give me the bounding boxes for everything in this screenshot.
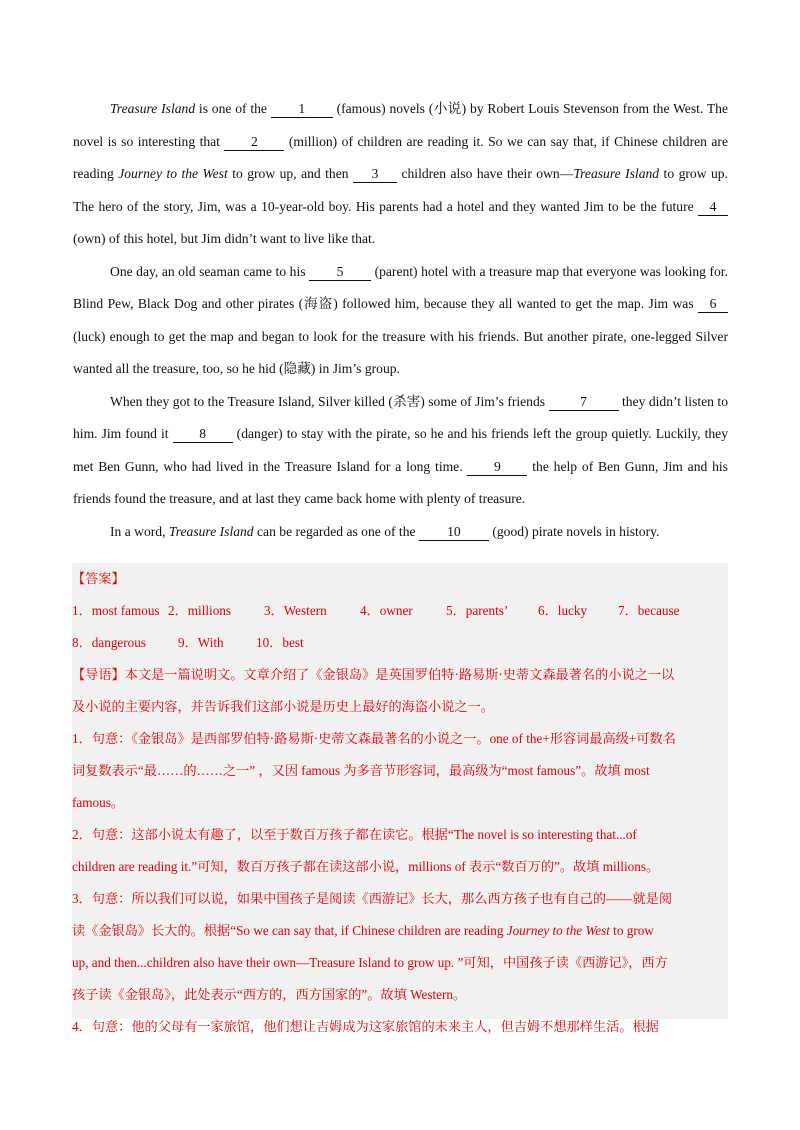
- answer-row-2: [72, 627, 728, 659]
- blank-7[interactable]: 7: [549, 394, 619, 411]
- book-title: Treasure Island: [573, 166, 660, 181]
- text: can be regarded as one of the: [253, 523, 419, 539]
- explanation-4: 4．句意：他的父母有一家旅馆，他们想让吉姆成为这家旅馆的未来主人，但吉姆不想那样生活。根据: [72, 1019, 659, 1034]
- text: they didn’t listen to him. Jim found it: [73, 393, 729, 441]
- text: (good) pirate novels in history.: [488, 523, 660, 539]
- answer-2: 2．millions: [168, 603, 232, 618]
- answer-section: [72, 563, 728, 1034]
- explanation-2: 2．句意：这部小说太有趣了，以至于数百万孩子都在读它。根据“The novel is so interesting that...of: [72, 827, 637, 842]
- answer-9: 9．With: [178, 635, 224, 650]
- explanation-3: 孩子读《金银岛》，此处表示“西方的，西方国家的”。故填 Western。: [72, 987, 467, 1002]
- text: (famous) novels (小说) by Robert Louis Stevenson from the West. The novel is so interesting that: [73, 101, 728, 149]
- blank-10[interactable]: 10: [419, 524, 489, 541]
- text: children also have their own—: [397, 166, 574, 181]
- guide-text: 【导语】本文是一篇说明文。文章介绍了《金银岛》是英国罗伯特·路易斯·史蒂文森最著名的小说之一以: [72, 667, 675, 682]
- explanation-3: up, and then...children also have their own—Treasure Island to grow up. ”可知，中国孩子读《西游记》，西方: [72, 955, 668, 970]
- text: (parent) hotel with a treasure map that everyone was looking for. Blind Pew, Black Dog and other pirates (海盗) followed him, because they all wanted to get the map. Jim was: [73, 263, 728, 311]
- text: (luck) enough to get the map and began to look for the treasure with his friends. But another pirate, one-legged Silver wanted all the treasure, too, so he hid (隐藏) in Jim’s group.: [73, 328, 728, 376]
- answer-5: 5．parents’: [446, 603, 509, 618]
- explanation-3: [72, 915, 728, 947]
- explanation-1: famous。: [72, 795, 125, 810]
- explanation-2: children are reading it.”可知，数百万孩子都在读这部小说，millions of 表示“数百万的”。故填 millions。: [72, 859, 660, 874]
- explanation-3: 3．句意：所以我们可以说，如果中国孩子是阅读《西游记》长大，那么西方孩子也有自己的——就是阅: [72, 891, 673, 906]
- explanation-1: 1．句意：《金银岛》是西部罗伯特·路易斯·史蒂文森最著名的小说之一。one of the+形容词最高级+可数名: [72, 731, 676, 746]
- explanation-1: 词复数表示“最……的……之一” ，又因 famous 为多音节形容词，最高级为“most famous”。故填 most: [72, 763, 650, 778]
- guide-text: 及小说的主要内容，并告诉我们这部小说是历史上最好的海盗小说之一。: [72, 699, 494, 714]
- answer-3: 3．Western: [264, 603, 327, 618]
- blank-8[interactable]: 8: [173, 426, 233, 443]
- blank-5[interactable]: 5: [309, 264, 371, 281]
- answer-header: 【答案】: [72, 571, 125, 586]
- book-title: Treasure Island: [168, 523, 254, 539]
- paragraph-3: [73, 386, 728, 516]
- blank-3[interactable]: 3: [353, 166, 397, 183]
- passage: [73, 93, 728, 548]
- text: One day, an old seaman came to his: [110, 263, 310, 279]
- text: to grow: [609, 923, 654, 938]
- blank-9[interactable]: 9: [467, 459, 527, 476]
- blank-2[interactable]: 2: [224, 134, 284, 151]
- blank-1[interactable]: 1: [271, 101, 333, 118]
- answer-4: 4．owner: [360, 603, 413, 618]
- blank-4[interactable]: 4: [698, 199, 728, 216]
- answer-row-1: [72, 595, 728, 627]
- answer-10: 10．best: [256, 635, 304, 650]
- answer-content: [72, 563, 728, 1043]
- text: (danger) to stay with the pirate, so he and his friends left the group quietly. Luckily, they met Ben Gunn, who had lived in the Treasure Island for a long time.: [73, 426, 728, 474]
- blank-6[interactable]: 6: [698, 296, 728, 313]
- text: is one of the: [195, 101, 271, 116]
- answer-6: 6．lucky: [538, 603, 588, 618]
- book-title: Journey to the West: [118, 166, 228, 181]
- answer-8: 8．dangerous: [72, 635, 146, 650]
- paragraph-4: [73, 516, 728, 549]
- text: In a word,: [110, 523, 169, 539]
- answer-1: 1．most famous: [72, 603, 160, 618]
- text: (own) of this hotel, but Jim didn’t want to live like that.: [73, 231, 376, 246]
- text: (million) of children are reading it. So we can say that, if Chinese children are reading: [73, 133, 728, 181]
- text: to grow up. The hero of the story, Jim, was a 10-year-old boy. His parents had a hotel and they wanted Jim to be the future: [73, 166, 728, 214]
- paragraph-1: [73, 93, 728, 256]
- text: 读《金银岛》长大的。根据“So we can say that, if Chinese children are reading: [72, 923, 507, 938]
- text: When they got to the Treasure Island, Silver killed (杀害) some of Jim’s friends: [110, 393, 549, 409]
- answer-7: 7．because: [618, 603, 680, 618]
- text: the help of Ben Gunn, Jim and his friends found the treasure, and at last they came back home with plenty of treasure.: [73, 458, 728, 506]
- book-title: Journey to the West: [506, 923, 610, 938]
- text: to grow up, and then: [227, 166, 354, 181]
- book-title: Treasure Island: [110, 101, 196, 116]
- paragraph-2: [73, 256, 728, 386]
